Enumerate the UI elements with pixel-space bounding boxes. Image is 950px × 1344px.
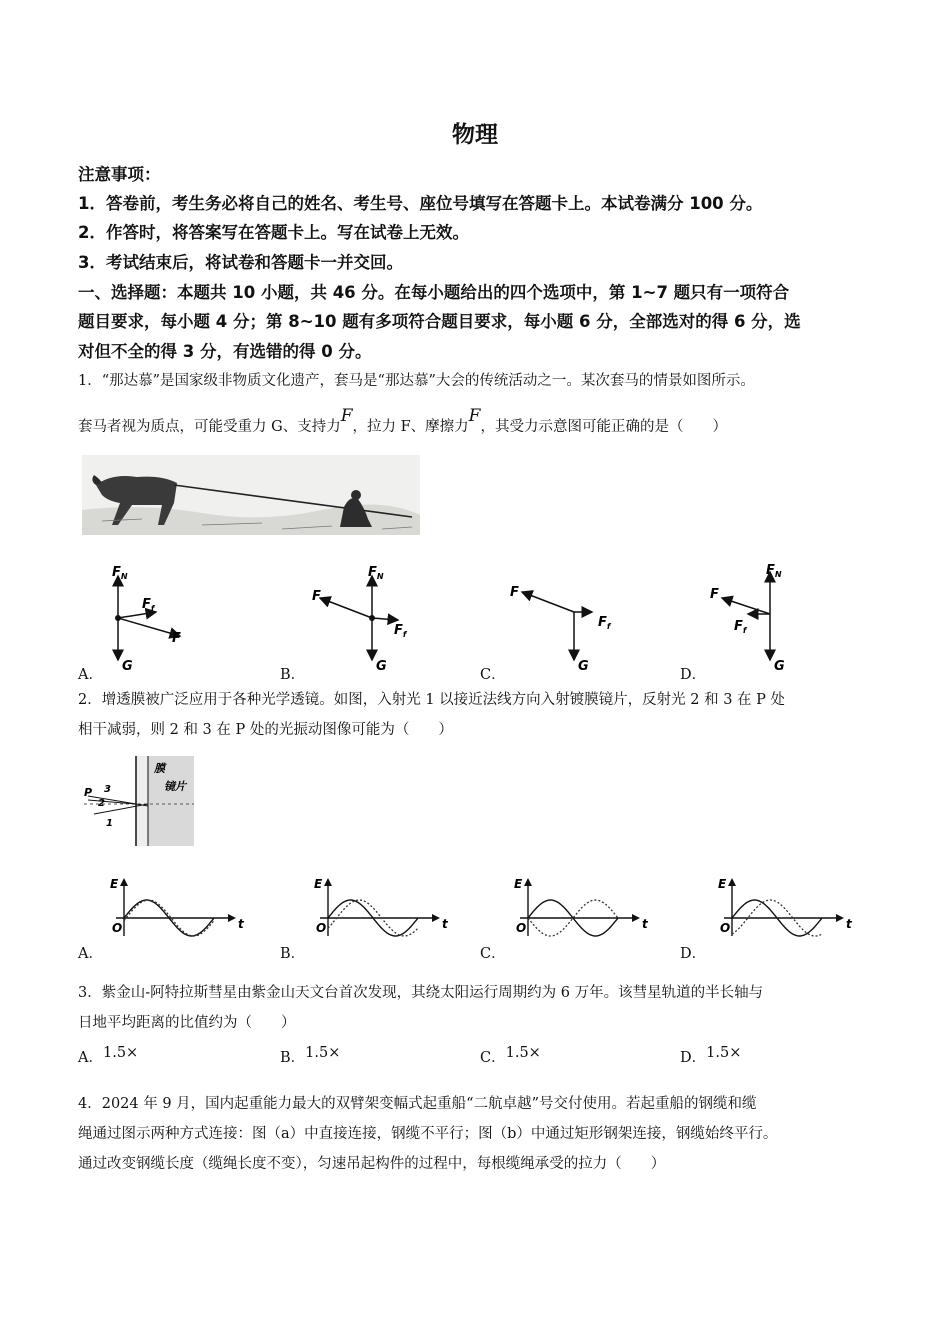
horse-lasso-photo: [82, 455, 420, 535]
notice-item-3: 3．考试结束后，将试卷和答题卡一并交回。: [78, 253, 403, 272]
q2-wave-graph-c: [514, 877, 649, 936]
q3-option-c[interactable]: [480, 1046, 541, 1067]
q2-option-a[interactable]: A．: [78, 946, 103, 962]
q2-film-lens-figure: [84, 756, 194, 846]
y-axis-label: E: [514, 877, 523, 891]
svg-text:Ff: $F_f$: [598, 615, 611, 631]
svg-text:Ff: $F_f$: [394, 623, 407, 639]
q3-option-a[interactable]: [78, 1046, 138, 1067]
point-p-label: P: [84, 786, 93, 799]
q3-option-c-value: 1.5×: [505, 1045, 541, 1061]
q3-option-b-value: 1.5×: [305, 1045, 341, 1061]
x-axis-label: t: [238, 917, 244, 931]
q1-diagram-b: [312, 565, 408, 674]
section-heading-line-1: 一、选择题：本题共 10 小题，共 46 分。在每小题给出的四个选项中，第 1~7 题只有一项符合: [78, 283, 790, 302]
lens-label: 镜片: [164, 780, 186, 793]
x-axis-label: t: [846, 917, 852, 931]
q1-option-a[interactable]: A．: [78, 667, 103, 683]
q1-line-2-start: 套马者视为质点，可能受重力 G、支持力: [78, 419, 341, 435]
section-heading-line-3: 对但不全的得 3 分，有选错的得 0 分。: [78, 342, 372, 361]
svg-text:FN: $F_N$: [368, 565, 384, 581]
q3-option-a-value: 1.5×: [102, 1045, 139, 1061]
q3-option-c-label: C．: [480, 1050, 506, 1066]
svg-text:F: F: [172, 631, 181, 646]
q1-line-2-end: ，其受力示意图可能正确的是（ ）: [480, 419, 727, 435]
q4-line-3: 通过改变钢缆长度（缆绳长度不变），匀速吊起构件的过程中，每根缆绳承受的拉力（ ）: [78, 1156, 666, 1172]
q2-line-1: 2．增透膜被广泛应用于各种光学透镜。如图，入射光 1 以接近法线方向入射镀膜镜片，反射光 2 和 3 在 P 处: [78, 692, 786, 708]
svg-text:G: G: [578, 659, 589, 674]
q2-line-2: 相干减弱，则 2 和 3 在 P 处的光振动图像可能为（ ）: [78, 722, 453, 738]
q3-option-d-label: D．: [680, 1050, 707, 1066]
q1-option-c[interactable]: C．: [480, 667, 506, 683]
q1-option-d[interactable]: D．: [680, 667, 707, 683]
notice-item-2: 2．作答时，将答案写在答题卡上。写在试卷上无效。: [78, 223, 469, 242]
svg-text:F: F: [510, 585, 519, 600]
ray-3-label: 3: [104, 784, 111, 795]
page-title: 物理: [452, 122, 498, 148]
q4-line-1: 4．2024 年 9 月，国内起重能力最大的双臂架变幅式起重船“二航卓越”号交付使用。若起重船的钢缆和缆: [78, 1096, 757, 1112]
film-label: 膜: [154, 762, 165, 775]
q2-option-b[interactable]: B．: [280, 946, 306, 962]
q1-diagram-c: [510, 585, 612, 674]
q2-wave-graph-d: [718, 877, 853, 936]
q3-option-d[interactable]: [680, 1046, 741, 1067]
y-axis-label: E: [718, 877, 727, 891]
q2-wave-graphs: [100, 872, 852, 944]
origin-label: O: [112, 921, 123, 935]
notice-item-1: 1．答卷前，考生务必将自己的姓名、考生号、座位号填写在答题卡上。本试卷满分 100 分。: [78, 194, 763, 213]
svg-text:G: G: [122, 659, 133, 674]
q2-wave-graph-a: [110, 877, 245, 936]
svg-text:FN: $F_N$: [766, 563, 782, 579]
y-axis-label: E: [314, 877, 323, 891]
svg-text:G: G: [376, 659, 387, 674]
ray-2-label: 2: [98, 798, 105, 809]
q3-option-b-label: B．: [280, 1050, 306, 1066]
ray-1-label: 1: [106, 818, 113, 829]
q1-line-1: 1．“那达慕”是国家级非物质文化遗产，套马是“那达慕”大会的传统活动之一。某次套马的情景如图所示。: [78, 373, 755, 389]
svg-text:Ff: $F_f$: [142, 597, 155, 613]
q1-line-2: [78, 406, 727, 437]
q3-option-a-label: A．: [78, 1050, 103, 1066]
q2-wave-graph-b: [314, 877, 449, 936]
q1-line-2-mid: ，拉力 F、摩擦力: [352, 419, 469, 435]
q3-line-2: 日地平均距离的比值约为（ ）: [78, 1015, 296, 1031]
svg-text:G: G: [774, 659, 785, 674]
origin-label: O: [720, 921, 731, 935]
x-axis-label: t: [442, 917, 448, 931]
x-axis-label: t: [642, 917, 648, 931]
q3-line-1: 3．紫金山-阿特拉斯彗星由紫金山天文台首次发现，其绕太阳运行周期约为 6 万年。该彗星轨道的半长轴与: [78, 985, 764, 1001]
section-heading-line-2: 题目要求，每小题 4 分；第 8~10 题有多项符合题目要求，每小题 6 分，全部选对的得 6 分，选: [78, 312, 801, 331]
q4-line-2: 绳通过图示两种方式连接：图（a）中直接连接，钢缆不平行；图（b）中通过矩形钢架连接，钢缆始终平行。: [78, 1126, 778, 1142]
notice-heading: 注意事项：: [78, 165, 161, 184]
q2-option-d[interactable]: D．: [680, 946, 707, 962]
q1-friction-force-symbol: F: [468, 406, 481, 426]
svg-text:FN: $F_N$: [112, 565, 128, 581]
svg-text:F: F: [312, 589, 321, 604]
q1-force-diagrams: [76, 560, 896, 680]
origin-label: O: [516, 921, 527, 935]
y-axis-label: E: [110, 877, 119, 891]
q1-diagram-a: [112, 565, 181, 674]
q1-diagram-d: [710, 563, 785, 674]
svg-text:Ff: $F_f$: [734, 619, 747, 635]
q3-option-d-value: 1.5×: [706, 1045, 742, 1061]
origin-label: O: [316, 921, 327, 935]
q3-option-b[interactable]: [280, 1046, 340, 1067]
q2-option-c[interactable]: C．: [480, 946, 506, 962]
q1-option-b[interactable]: B．: [280, 667, 306, 683]
q1-normal-force-symbol: F: [340, 406, 353, 426]
svg-text:F: F: [710, 587, 719, 602]
